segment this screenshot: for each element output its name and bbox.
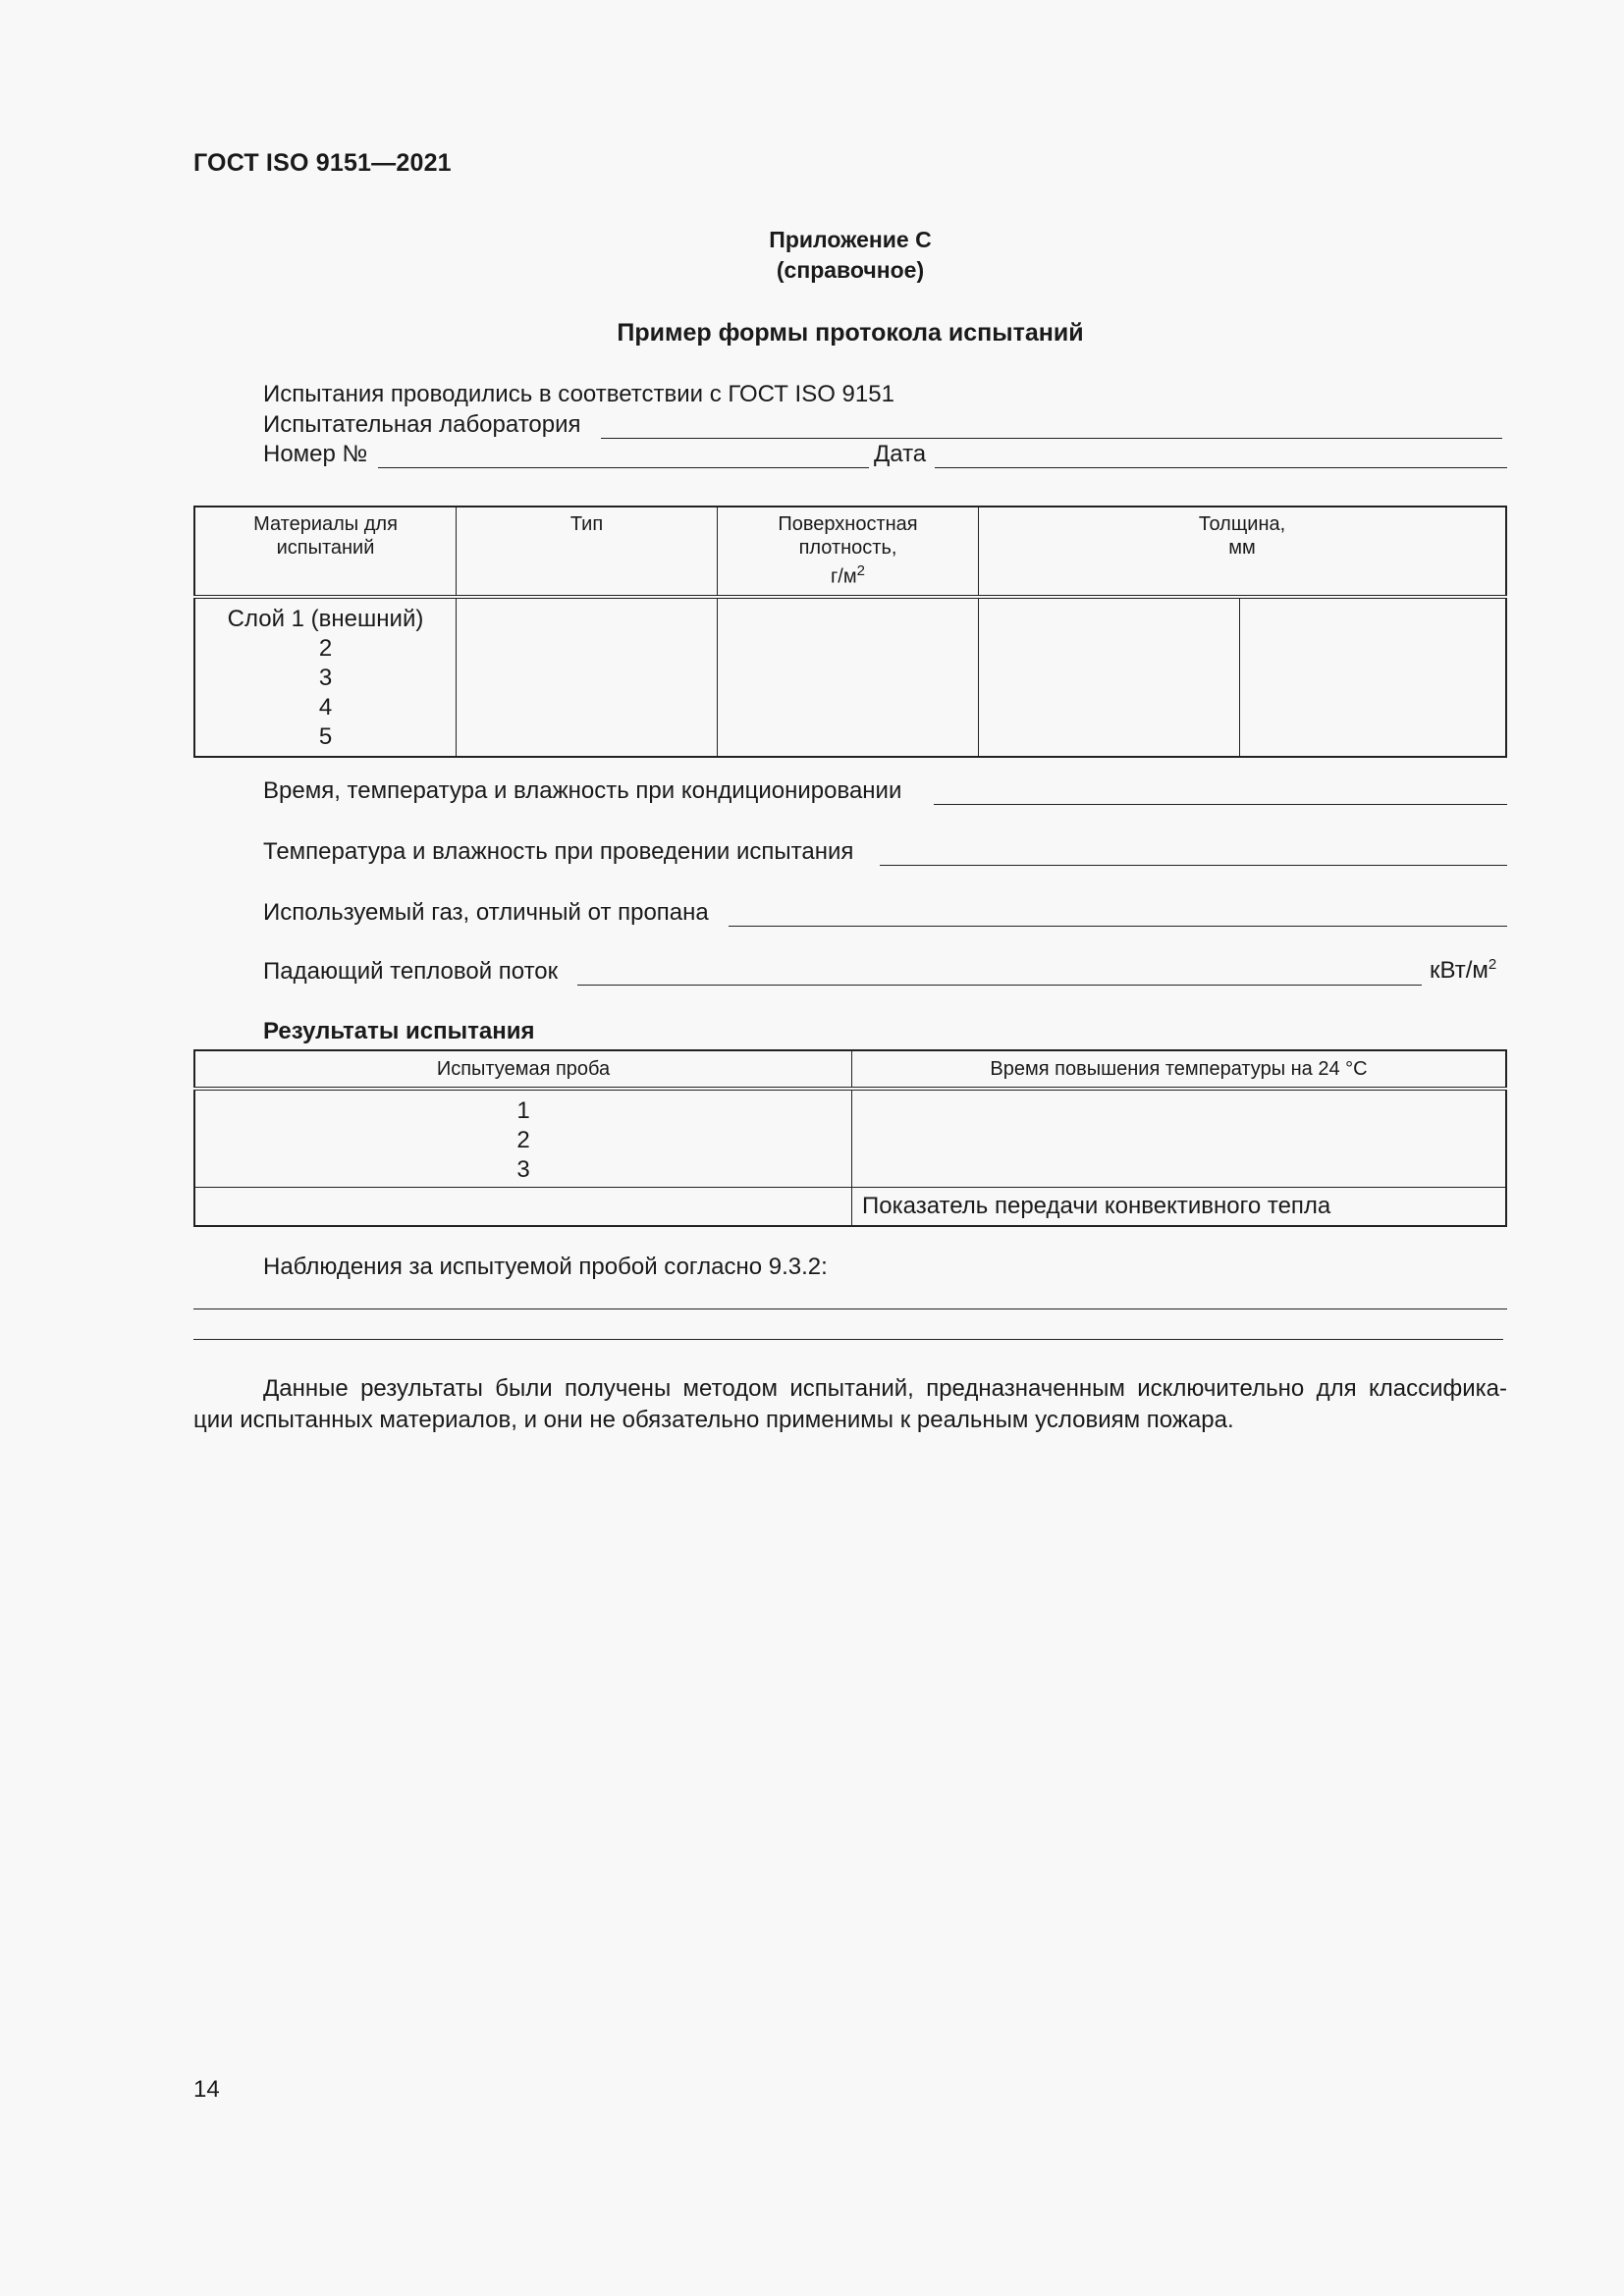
layer-item: 5: [318, 723, 333, 750]
conditioning-label: Время, температура и влажность при кондиционировании: [263, 777, 902, 804]
intro-line: Испытания проводились в соответствии с ГОСТ ISO 9151: [263, 381, 894, 407]
header-density: Поверхностная плотность, $г/м^2$: [718, 507, 979, 597]
materials-table: [193, 506, 1507, 758]
heat-flux-fill-line: [577, 985, 1422, 986]
gas-fill-line: [729, 926, 1507, 927]
index-empty-cell[interactable]: [194, 1188, 852, 1227]
page-heading: Пример формы протокола испытаний: [617, 319, 1084, 347]
header-materials: Материалы для испытаний: [194, 507, 457, 597]
sample-number: 2: [516, 1127, 530, 1153]
annex-type: (справочное): [776, 257, 925, 283]
results-table-body: [194, 1089, 1506, 1188]
lab-fill-line: [601, 438, 1502, 439]
gas-label: Используемый газ, отличный от пропана: [263, 899, 709, 926]
layer-item: 2: [318, 635, 333, 662]
sample-number: 1: [516, 1097, 530, 1124]
date-label: Дата: [874, 441, 927, 467]
test-conditions-fill-line: [880, 865, 1507, 866]
conditioning-fill-line: [934, 804, 1507, 805]
annex-title: Приложение С: [769, 227, 932, 252]
note-line-2: ции испытанных материалов, и они не обязательно применимы к реальным условиям пожара.: [193, 1407, 1234, 1433]
materials-table-body: [194, 597, 1506, 757]
sample-number: 3: [516, 1156, 530, 1183]
layer-item: 4: [318, 694, 333, 721]
heat-flux-label: Падающий тепловой поток: [263, 958, 559, 985]
materials-table-header: [194, 507, 1506, 597]
number-label: Номер №: [263, 441, 368, 467]
thickness-cell-1[interactable]: [979, 597, 1240, 757]
results-table-header: [194, 1050, 1506, 1089]
page-number: 14: [193, 2076, 220, 2103]
header-sample: Испытуемая проба: [194, 1050, 852, 1089]
thickness-cell-2[interactable]: [1240, 597, 1507, 757]
observations-label: Наблюдения за испытуемой пробой согласно 9.3.2:: [263, 1254, 828, 1280]
number-fill-line: [378, 467, 869, 468]
standard-header: ГОСТ ISO 9151—2021: [193, 149, 452, 177]
date-fill-line: [935, 467, 1507, 468]
layer-item: 3: [318, 665, 333, 691]
index-label: Показатель передачи конвективного тепла: [852, 1188, 1507, 1227]
header-thickness: Толщина, мм: [979, 507, 1507, 597]
lab-label: Испытательная лаборатория: [263, 411, 581, 438]
sample-numbers-cell: [194, 1089, 852, 1188]
observations-line-1: [193, 1308, 1507, 1309]
results-table-index-row: [194, 1188, 1506, 1227]
observations-line-2: [193, 1339, 1503, 1340]
header-type: Тип: [457, 507, 718, 597]
header-time: Время повышения температуры на 24 °С: [852, 1050, 1507, 1089]
time-cell[interactable]: [852, 1089, 1507, 1188]
heat-flux-unit: кВт/$м^2$: [1430, 956, 1497, 984]
note-line-1: Данные результаты были получены методом испытаний, предназначенным исключительно для классифика-: [263, 1375, 1507, 1402]
layer-item: Слой 1 (внешний): [227, 606, 424, 632]
density-cell[interactable]: [718, 597, 979, 757]
results-table: [193, 1049, 1507, 1227]
results-title: Результаты испытания: [263, 1018, 535, 1044]
type-cell[interactable]: [457, 597, 718, 757]
test-conditions-label: Температура и влажность при проведении испытания: [263, 838, 854, 865]
layers-cell: [194, 597, 457, 757]
